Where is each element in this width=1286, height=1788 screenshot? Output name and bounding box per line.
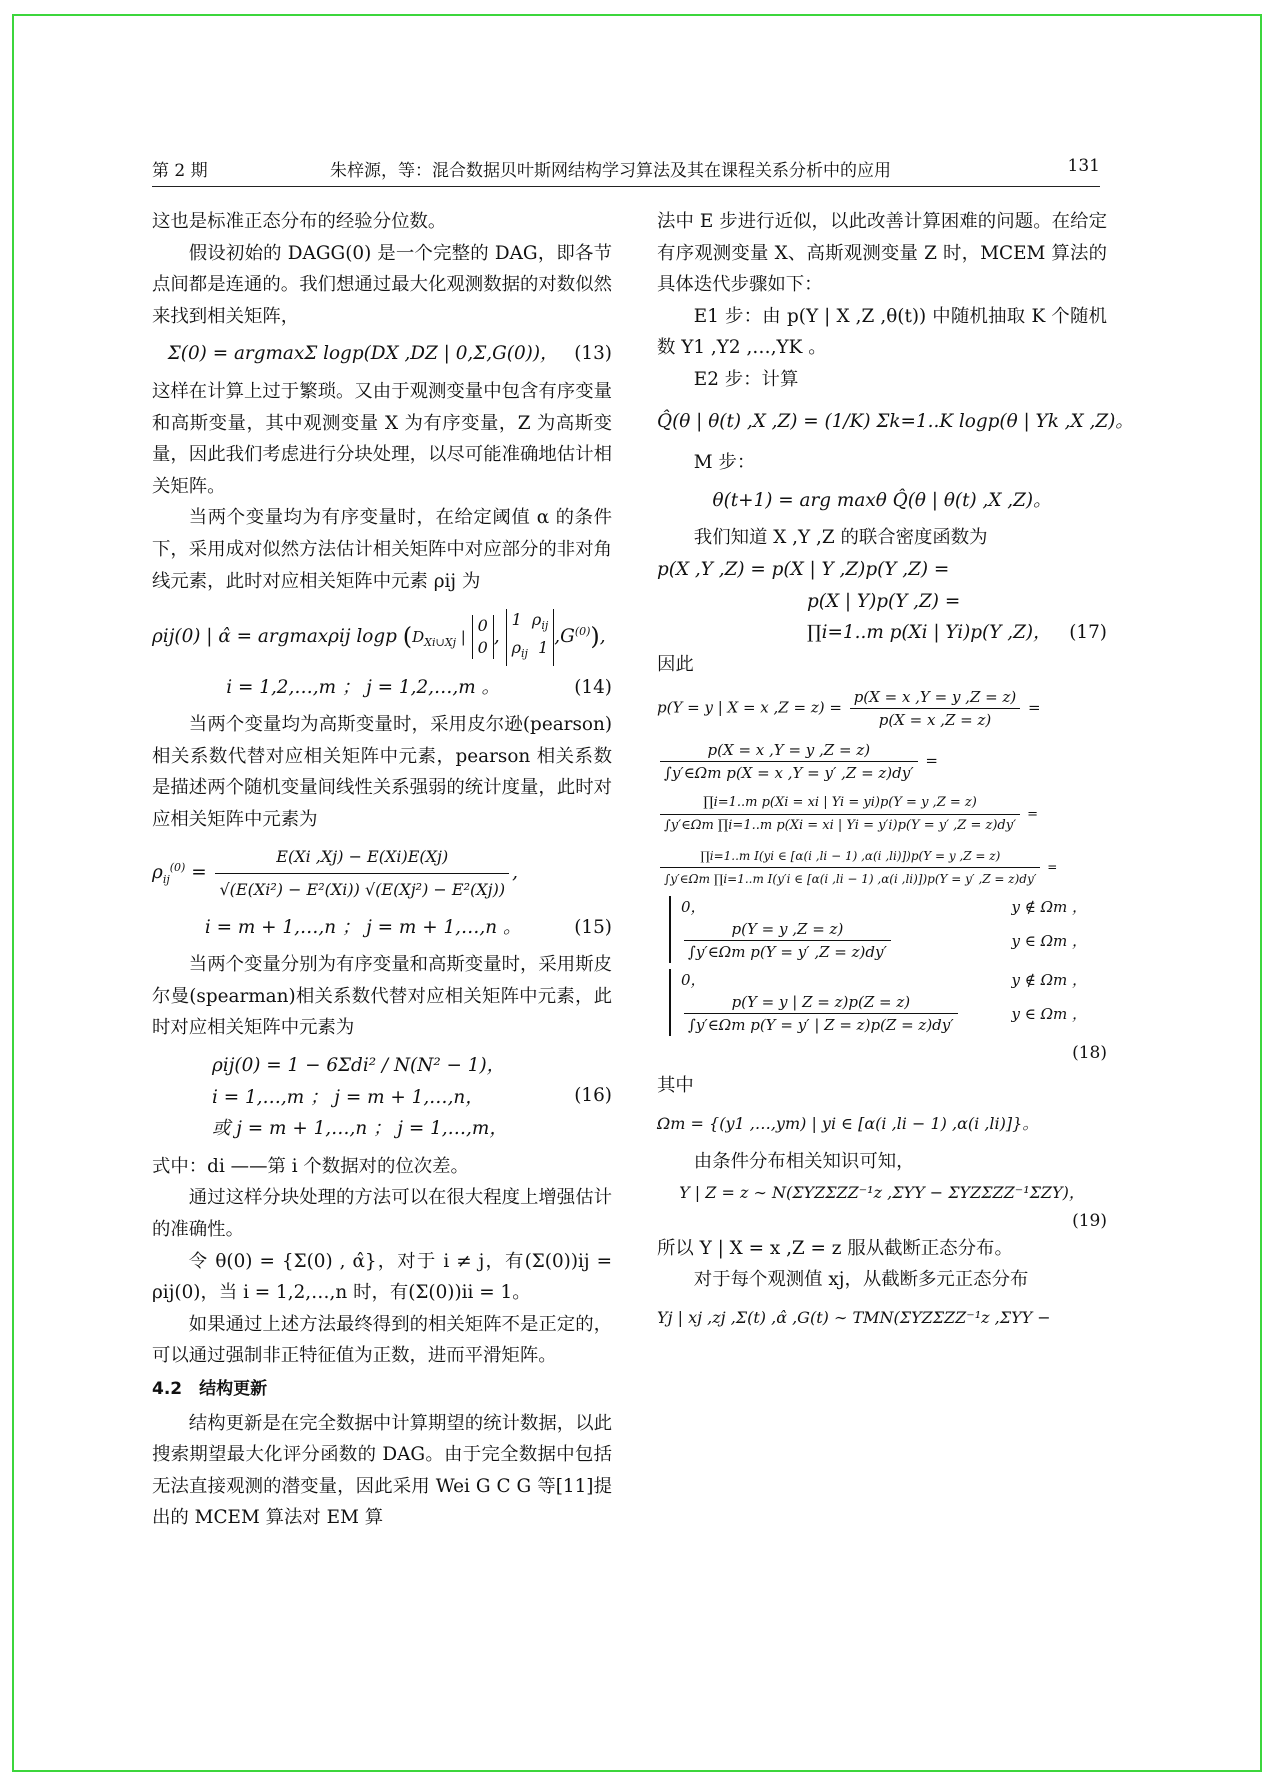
case-value: 0， [681, 971, 706, 990]
fraction-denominator: √(E(Xi²) − E²(Xi)) √(E(Xj²) − E²(Xj)) [219, 880, 506, 900]
paragraph: 所以 Y | X = x ,Z = z 服从截断正态分布。 [657, 1237, 1013, 1259]
equation-number: (19) [1072, 1210, 1107, 1231]
fraction-numerator: p(X = x ,Y = y ,Z = z) [850, 686, 1021, 709]
equation-14: ρij(0) | α̂ = argmaxρij logp ($D_{Xi\cup Xj}$ | 0 0, 1 $\rho_{ij}$ $\rho_{ij}$ $1,G^{(0)}$), [152, 609, 612, 665]
paragraph: 我们知道 X ,Y ,Z 的联合密度函数为 [693, 527, 988, 549]
paragraph: 对于每个观测值 xj，从截断多元正态分布 [693, 1269, 1029, 1291]
equation-13 [152, 338, 612, 370]
issue-number: 第 2 期 [152, 161, 208, 181]
paragraph: 当两个变量分别为有序变量和高斯变量时，采用斯皮尔曼(spearman)相关系数代替对应相关矩阵中元素，此时对应相关矩阵中元素为 [152, 954, 612, 1039]
fraction-denominator: ∫y′∈Ωm ∏i=1..m p(Xi = xi | Yi = y′i)p(Y = y′ ,Z = z)dy′ [664, 818, 1017, 834]
equation-number: (13) [574, 343, 612, 365]
equation-text: p(Y = y | X = x ,Z = z) = [657, 698, 842, 717]
equation-19: Y | Z = z ∼ N(ΣYZΣZZ⁻¹z ,ΣYY − ΣYZΣZZ⁻¹ΣZY)， [679, 1183, 1085, 1203]
case-condition: y ∈ Ωm ， [1011, 1004, 1087, 1023]
paragraph: E2 步：计算 [693, 368, 799, 390]
paragraph: 其中 [657, 1075, 694, 1097]
equation-number: (16) [574, 1085, 612, 1107]
cases-block [669, 969, 1107, 1036]
paragraph: 这样在计算上过于繁琐。又由于观测变量中包含有序变量和高斯变量，其中观测变量 X 为有序变量，Z 为高斯变量，因此我们考虑进行分块处理，以尽可能准确地估计相关矩阵。 [152, 380, 612, 497]
fraction-denominator: ∫y′∈Ωm p(Y = y′ | Z = z)p(Z = z)dy′ [688, 1016, 954, 1035]
equation-omega: Ωm = {(y1 ,…,ym) | yi ∈ [α(i ,li − 1) ,α(i ,li)]}。 [657, 1113, 1039, 1133]
zero-vector: 0 0 [472, 615, 494, 659]
equation-14-range [152, 672, 612, 704]
paragraph: 假设初始的 DAGG(0) 是一个完整的 DAG，即各节点间都是连通的。我们想通过最大化观测数据的对数似然来找到相关矩阵， [152, 242, 612, 327]
equation-text: ρij(0) = 1 − 6Σdi² / N(N² − 1)， [212, 1055, 506, 1077]
section-heading: 4.2 结构更新 [152, 1378, 268, 1399]
paragraph: 由条件分布相关知识可知， [693, 1150, 915, 1172]
equation-m: θ(t+1) = arg maxθ Q̂(θ | θ(t) ,X ,Z)。 [712, 489, 1052, 511]
cases-block [669, 896, 1107, 963]
paragraph: 如果通过上述方法最终得到的相关矩阵不是正定的，可以通过强制非正特征值为正数，进而平滑矩阵。 [152, 1313, 612, 1367]
paragraph: 当两个变量均为有序变量时，在给定阈值 α 的条件下，采用成对似然方法估计相关矩阵中对应部分的非对角线元素，此时对应相关矩阵中元素 ρij 为 [152, 507, 612, 592]
case-condition: y ∈ Ωm ， [1011, 931, 1087, 950]
fraction-numerator: p(X = x ,Y = y ,Z = z) [660, 739, 918, 762]
equation-q: Q̂(θ | θ(t) ,X ,Z) = (1/K) Σk=1..K logp(θ | Yk ,X ,Z)。 [657, 410, 1134, 432]
paragraph: 令 θ(0) = {Σ(0) , α̂}，对于 i ≠ j，有(Σ(0))ij = ρij(0)，当 i = 1,2,…,n 时，有(Σ(0))ii = 1。 [152, 1250, 612, 1304]
equation-text: p(X ,Y ,Z) = p(X | Y ,Z)p(Y ,Z) = [657, 558, 950, 580]
fraction-numerator: p(Y = y ,Z = z) [684, 918, 891, 941]
case-value: 0， [681, 898, 706, 917]
equation-text: i = 1,…,m ； j = m + 1,…,n， [212, 1086, 484, 1108]
paragraph: 法中 E 步进行近似，以此改善计算困难的问题。在给定有序观测变量 X、高斯观测变量 Z 时，MCEM 算法的具体迭代步骤如下： [657, 211, 1107, 296]
fraction-denominator: p(X = x ,Z = z) [878, 711, 992, 730]
equation-number: (15) [574, 916, 612, 938]
right-column [657, 206, 1134, 1339]
paragraph: 这也是标准正态分布的经验分位数。 [152, 211, 447, 232]
equation-17 [657, 554, 1107, 649]
equation-18: p(Y = y | X = x ,Z = z) = $\frac{p(X = x ,Y = y ,Z = z)}{p(X = x ,Z = z)}$ = $\frac{p(X = x ,Y = y ,Z = z)}{\text{∫y′∈Ωm p(X = x ,Y = y′ ,Z = z)dy′}}$ = $\frac{\text{∏i=1..m p(Xi = xi | Yi = yi)p(Y = y ,Z = z)}}{\text{∫y′∈Ωm ∏i=1..m p(Xi = xi | Yi = y′i)p(Y = y′ ,Z = z)dy′}}$ = ∏i=1..m I(yi ∈ [α(i ,li − 1) ,α(i ,li)])p(Y = y ,Z = z) ∫y′∈Ωm ∏i=1..m I(y′i ∈ [α(i ,li − 1) ,α(i ,li)])p(Y = y′ ,Z = z)dy′ = 0， y ∉ Ωm ， $\frac{p(Y = y ,Z = z)}{\text{∫y′∈Ωm p(Y = y′ ,Z = z)dy′}}$ y ∈ Ωm ， 0， y ∉ Ωm ， $\frac{p(Y = y | Z = z)p(Z = z)}{\text{∫y′∈Ωm p(Y = y′ | Z = z)p(Z = z)dy′}}$ y ∈ Ωm ， (18) [657, 688, 1107, 1064]
equation-text: ∏i=1..m p(Xi | Yi)p(Y ,Z)， [807, 622, 1052, 644]
equation-number: (17) [1069, 622, 1107, 644]
fraction-numerator: ∏i=1..m p(Xi = xi | Yi = yi)p(Y = y ,Z = z) [660, 792, 1020, 815]
equation-15-range [152, 912, 612, 944]
page-header [152, 152, 1100, 187]
fraction-numerator: ∏i=1..m I(yi ∈ [α(i ,li − 1) ,α(i ,li)])p(Y = y ,Z = z) [660, 845, 1040, 868]
fraction-numerator: E(Xi ,Xj) − E(Xi)E(Xj) [215, 841, 509, 874]
fraction-denominator: ∫y′∈Ωm ∏i=1..m I(y′i ∈ [α(i ,li − 1) ,α(i ,li)])p(Y = y′ ,Z = z)dy′ [664, 872, 1037, 887]
equation-text: i = 1,2,…,m ； j = 1,2,…,m 。 [226, 676, 500, 698]
case-condition: y ∉ Ωm ， [1011, 971, 1087, 990]
equation-text: p(X | Y)p(Y ,Z) = [807, 590, 961, 612]
paragraph: 当两个变量均为高斯变量时，采用皮尔逊(pearson)相关系数代替对应相关矩阵中元素，pearson 相关系数是描述两个随机变量间线性关系强弱的统计度量，此时对应相关矩阵中元素为 [152, 714, 612, 830]
paragraph: 结构更新是在完全数据中计算期望的统计数据，以此搜索期望最大化评分函数的 DAG。由于完全数据中包括无法直接观测的潜变量，因此采用 Wei G C G 等[11]提出的 MCEM 算法对 EM 算 [152, 1412, 612, 1529]
fraction-denominator: ∫y′∈Ωm p(Y = y′ ,Z = z)dy′ [688, 943, 887, 962]
fraction-denominator: ∫y′∈Ωm p(X = x ,Y = y′ ,Z = z)dy′ [664, 764, 914, 783]
running-title: 朱梓源，等：混合数据贝叶斯网结构学习算法及其在课程关系分析中的应用 [330, 161, 891, 181]
equation-text: i = m + 1,…,n ； j = m + 1,…,n 。 [204, 916, 522, 938]
equation-16 [152, 1050, 612, 1145]
case-condition: y ∉ Ωm ， [1011, 898, 1087, 917]
equation-20: Yj | xj ,zj ,Σ(t) ,α̂ ,G(t) ∼ TMN(ΣYZΣZZ⁻¹z ,ΣYY − [657, 1307, 1051, 1327]
equation-text: ρij(0) | α̂ = argmaxρij logp [152, 626, 397, 648]
equation-text: 或 j = m + 1,…,n ； j = 1,…,m， [212, 1118, 508, 1140]
equation-15: $\rho_{ij}^{(0)}$ = $\frac{E(Xi ,Xj) - E(Xi)E(Xj)}{\text{√(E(Xi²) − E²(Xi)) √(E(Xj²) − E²(Xj))}}$ , [152, 841, 612, 905]
page-number: 131 [1067, 156, 1100, 176]
left-column [152, 206, 612, 1534]
paragraph: E1 步：由 p(Y | X ,Z ,θ(t)) 中随机抽取 K 个随机数 Y1 ,Y2 ,…,YK 。 [657, 305, 1107, 359]
paragraph: 通过这样分块处理的方法可以在很大程度上增强估计的准确性。 [152, 1187, 612, 1240]
equation-text: Σ(0) = argmaxΣ logp(DX ,DZ | 0,Σ,G(0))， [167, 343, 559, 365]
equation-number: (18) [1072, 1043, 1107, 1064]
correlation-matrix: 1 $\rho_{ij}$ $\rho_{ij}$ 1 [506, 609, 555, 665]
paragraph: M 步： [693, 452, 756, 474]
fraction-numerator: p(Y = y | Z = z)p(Z = z) [684, 991, 958, 1014]
paragraph: 式中：di ——第 i 个数据对的位次差。 [152, 1155, 469, 1177]
equation-number: (14) [574, 676, 612, 698]
paragraph: 因此 [657, 653, 694, 675]
